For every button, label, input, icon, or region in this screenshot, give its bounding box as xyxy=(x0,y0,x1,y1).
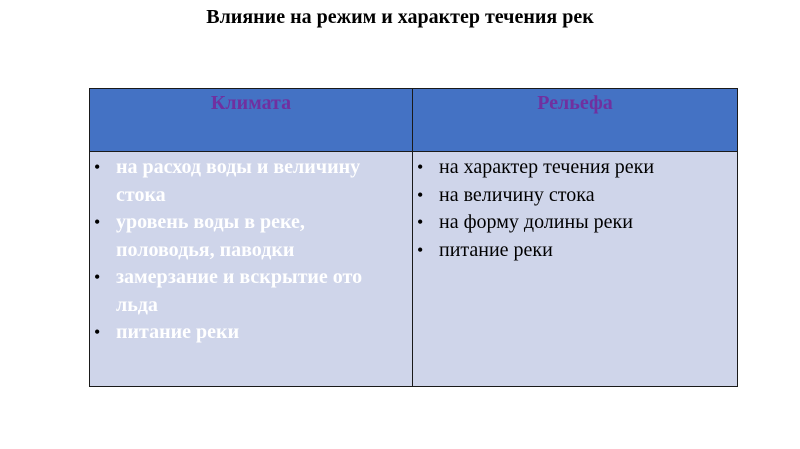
header-relief: Рельефа xyxy=(413,89,738,152)
climate-cell xyxy=(90,152,413,387)
list-item xyxy=(417,154,733,182)
list-item xyxy=(94,154,408,209)
relief-cell xyxy=(413,152,738,387)
relief-item-text: на форму долины реки xyxy=(439,211,633,233)
relief-list xyxy=(413,152,737,264)
relief-item-text: на характер течения реки xyxy=(439,156,655,178)
list-item xyxy=(94,264,408,319)
table-header-row xyxy=(90,89,738,152)
list-item xyxy=(417,182,733,210)
bullet-icon: • xyxy=(417,157,424,177)
climate-item-text: на расход воды и величину стока xyxy=(116,156,361,206)
bullet-icon: • xyxy=(417,212,424,232)
bullet-icon: • xyxy=(94,157,101,177)
relief-item-text: питание реки xyxy=(439,238,553,261)
list-item xyxy=(94,209,408,264)
climate-item-text: питание реки xyxy=(116,321,240,343)
bullet-icon: • xyxy=(94,322,101,342)
bullet-icon: • xyxy=(94,212,101,232)
slide-title: Влияние на режим и характер течения рек xyxy=(206,6,594,28)
table-row xyxy=(90,152,738,387)
relief-item-text: на величину стока xyxy=(439,183,595,206)
climate-item-text: уровень воды в реке, половодья, паводки xyxy=(116,211,305,261)
bullet-icon: • xyxy=(94,267,101,287)
influence-table xyxy=(89,88,738,387)
list-item xyxy=(94,319,408,347)
bullet-icon: • xyxy=(417,239,424,260)
bullet-icon: • xyxy=(417,184,424,205)
climate-list xyxy=(90,152,412,347)
list-item xyxy=(417,209,733,237)
climate-item-text: замерзание и вскрытие ото льда xyxy=(116,266,363,316)
header-climate: Климата xyxy=(90,89,413,152)
list-item xyxy=(417,237,733,265)
